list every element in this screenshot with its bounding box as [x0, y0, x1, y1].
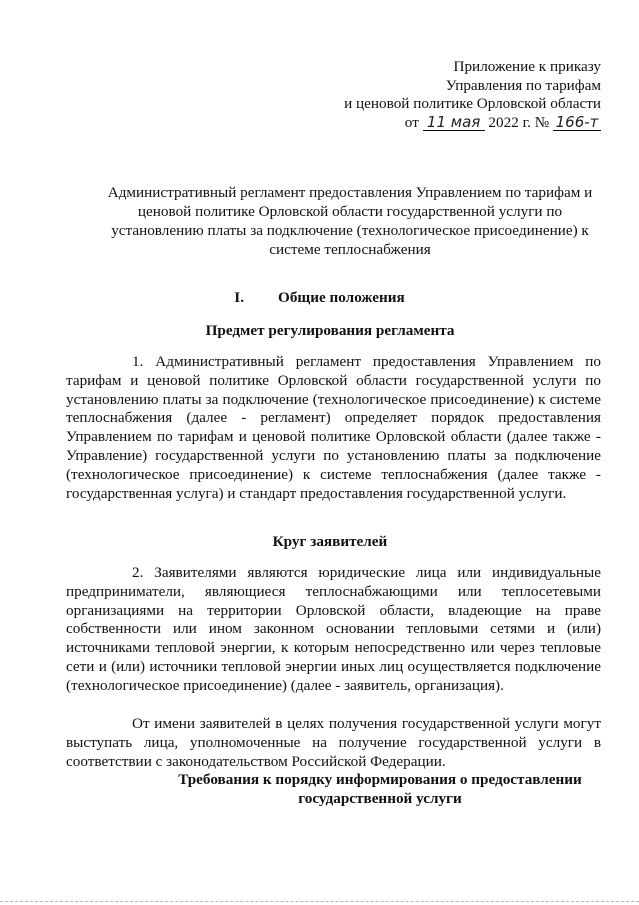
section-numeral: I. [234, 289, 245, 306]
appendix-year-number-label: 2022 г. № [488, 113, 550, 131]
paragraph-2: 2. Заявителями являются юридические лица или индивидуальные предприниматели, являющиеся теплоснабжающими или теплосетевыми организациями на территории Орловской области, владеющие на праве собственности или ином законном основании тепловыми сетями и (или) источниками тепловой энергии, к которым непосредственно или через тепловые сети и (или) источники тепловой энергии иных лиц осуществляется подключение (технологическое присоединение) (далее - заявитель, организация). [66, 564, 601, 694]
appendix-prefix: от [404, 113, 419, 131]
heading-subject-of-regulation: Предмет регулирования регламента [205, 322, 455, 339]
appendix-line-3: и ценовой политике Орловской области [344, 95, 601, 112]
appendix-line-2: Управления по тарифам [445, 76, 601, 94]
handwritten-order-number: 166-т [553, 115, 601, 131]
appendix-order-line [344, 114, 601, 133]
appendix-block [344, 58, 601, 132]
section-title [0, 289, 639, 307]
handwritten-date: 11 мая [423, 115, 485, 131]
appendix-line-1: Приложение к приказу [453, 58, 601, 75]
section-title-text: Общие положения [278, 289, 405, 306]
paragraph-3: От имени заявителей в целях получения государственной услуги могут выступать лица, уполномоченные на получение государственной услуги в соответствии с законодательством Российской Федерации. [66, 715, 601, 770]
document-title: Административный регламент предоставления Управлением по тарифам и ценовой политике Орловской области государственной услуги по установлению платы за подключение (технологическое присоединение) к системе теплоснабжения [107, 184, 593, 258]
heading-information-requirements: Требования к порядку информирования о предоставлении государственной услуги [178, 771, 582, 807]
paragraph-1: 1. Административный регламент предоставления Управлением по тарифам и ценовой политике Орловской области государственной услуги по установлению платы за подключение (технологическое присоединение) к системе теплоснабжения (далее - регламент) определяет порядок предоставления Управлением по тарифам и ценовой политике Орловской области (далее также - Управление) государственной услуги по установлению платы за подключение (технологическое присоединение) к системе теплоснабжения (далее также - государственная услуга) и стандарт предоставления государственной услуги. [66, 353, 601, 502]
heading-applicants: Круг заявителей [272, 533, 388, 550]
page-bottom-divider [0, 901, 639, 902]
